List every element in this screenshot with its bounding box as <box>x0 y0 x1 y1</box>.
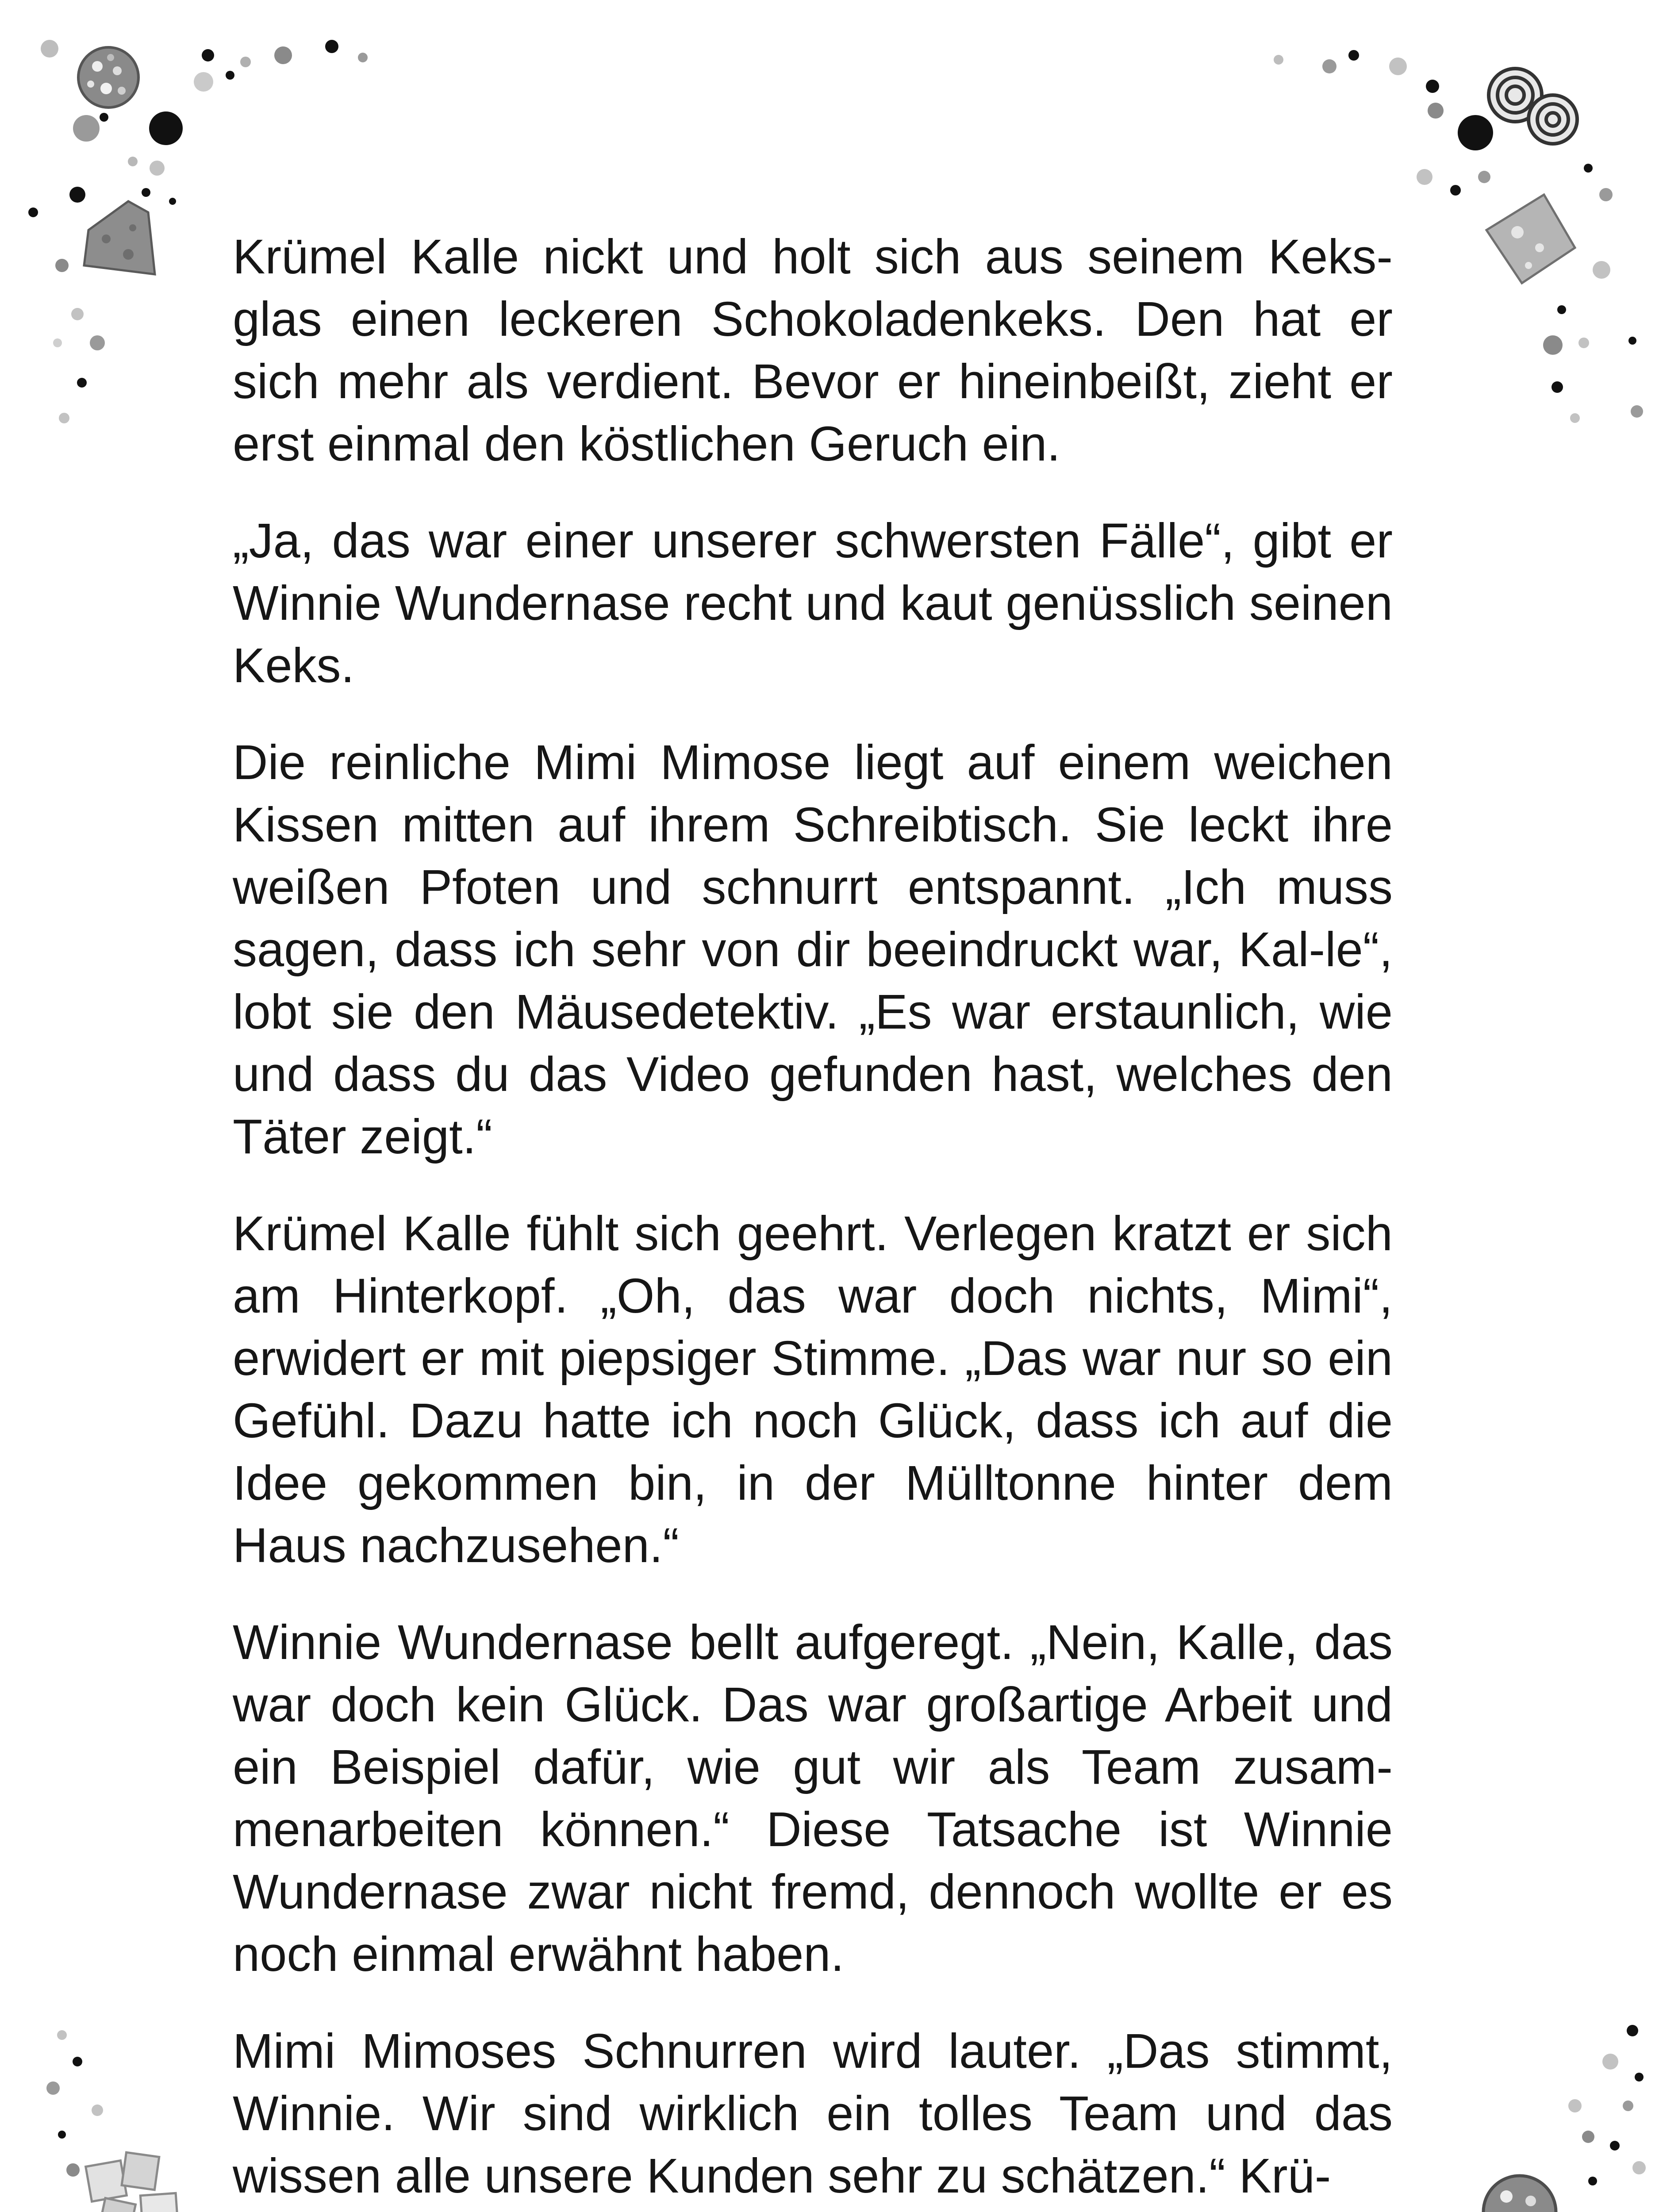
paragraph-2: „Ja, das war einer unserer schwersten Fälle“, gibt er Winnie Wundernase recht und kaut genüsslich seinen Keks. <box>233 514 1393 693</box>
sugar-cubes-icon <box>86 2152 178 2212</box>
paragraph-3: Die reinliche Mimi Mimose liegt auf einem weichen Kissen mitten auf ihrem Schreibtisch. Sie leckt ihre weißen Pfoten und schnurrt entspannt. „Ich muss sagen, dass ich sehr von dir beeindruckt war, Kal-le“, lobt sie den Mäusedetektiv. „Es war erstaunlich, wie und dass du das Video gefunden hast, welches den Täter zeigt.“ <box>233 735 1393 1164</box>
paragraph-5: Winnie Wundernase bellt aufgeregt. „Nein, Kalle, das war doch kein Glück. Das war großartige Arbeit und ein Beispiel dafür, wie gut wir als Team zusam-menarbeiten können.“ Diese Tatsache ist Winnie Wundernase zwar nicht fremd, dennoch wollte er es noch einmal erwähnt haben. <box>233 1615 1393 1982</box>
paragraph-4: Krümel Kalle fühlt sich geehrt. Verlegen kratzt er sich am Hinterkopf. „Oh, das war doch nichts, Mimi“, erwidert er mit piepsiger Stimme. „Das war nur so ein Gefühl. Dazu hatte ich noch Glück, dass ich auf die Idee gekommen bin, in der Mülltonne hinter dem Haus nachzusehen.“ <box>233 1206 1393 1573</box>
cheese-wedge-icon <box>84 201 155 274</box>
paragraph-1: Krümel Kalle nickt und holt sich aus seinem Keks-glas einen leckeren Schokoladenkeks. Den hat er sich mehr als verdient. Bevor er hineinbeißt, zieht er erst einmal den köstlichen Geruch ein. <box>233 230 1393 471</box>
spiral-candy-icon <box>1489 69 1577 144</box>
paragraph-6: Mimi Mimoses Schnurren wird lauter. „Das stimmt, Winnie. Wir sind wirklich ein tolles Team und das wissen alle unsere Kunden sehr zu schätzen.“ Krü- <box>233 2024 1393 2203</box>
cheese-slice-icon <box>1486 195 1575 283</box>
cookie-icon <box>1483 2176 1556 2212</box>
story-text <box>233 226 1393 2207</box>
cookie-icon <box>78 47 138 108</box>
